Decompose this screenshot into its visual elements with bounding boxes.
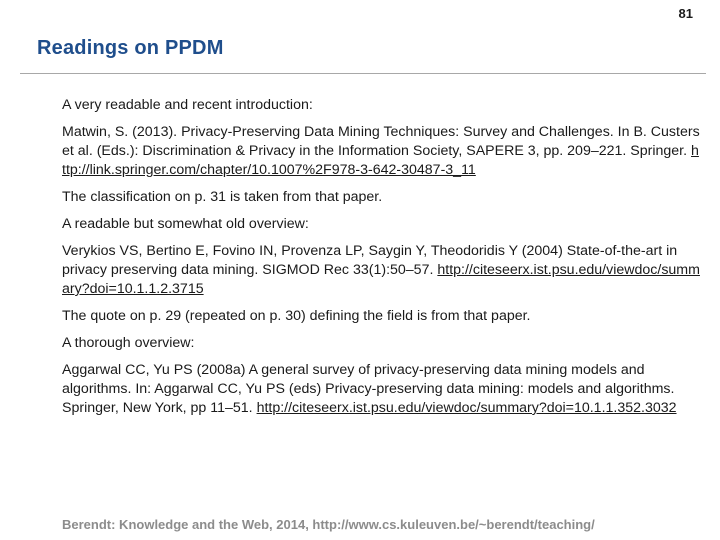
reading-2-note: The quote on p. 29 (repeated on p. 30) defining the field is from that paper. bbox=[62, 308, 531, 324]
title-divider bbox=[20, 73, 706, 74]
reading-3-citation: Aggarwal CC, Yu PS (2008a) A general survey of privacy-preserving data mining models and algorithms. In: Aggarwal CC, Yu PS (eds) Privacy-preserving data mining: models and algorithms. Springer, New York, pp 11–51. bbox=[62, 362, 675, 416]
reading-2-link[interactable]: http://citeseerx.ist.psu.edu/viewdoc/summary?doi=10.1.1.2.3715 bbox=[62, 262, 700, 297]
slide-number: 81 bbox=[678, 6, 693, 21]
reading-1-reference bbox=[62, 123, 702, 180]
reading-2-citation: Verykios VS, Bertino E, Fovino IN, Provenza LP, Saygin Y, Theodoridis Y (2004) State-of-the-art in privacy preserving data mining. SIGMOD Rec 33(1):50–57. bbox=[62, 243, 678, 278]
reading-1-note: The classification on p. 31 is taken from that paper. bbox=[62, 189, 383, 205]
reading-1-citation: Matwin, S. (2013). Privacy-Preserving Data Mining Techniques: Survey and Challenges. In B. Custers et al. (Eds.): Discrimination & Privacy in the Information Society, SAPERE 3, pp. 209–221. Springer. bbox=[62, 124, 700, 159]
reading-3-reference bbox=[62, 361, 702, 418]
slide-title: Readings on PPDM bbox=[37, 37, 224, 59]
reading-2-reference bbox=[62, 242, 702, 299]
reading-1-link[interactable]: http://link.springer.com/chapter/10.1007%2F978-3-642-30487-3_11 bbox=[62, 143, 699, 178]
readings-list bbox=[62, 96, 702, 426]
reading-3-link[interactable]: http://citeseerx.ist.psu.edu/viewdoc/summary?doi=10.1.1.352.3032 bbox=[256, 400, 677, 416]
reading-2-intro: A readable but somewhat old overview: bbox=[62, 216, 309, 232]
reading-3-intro: A thorough overview: bbox=[62, 335, 195, 351]
reading-1-intro: A very readable and recent introduction: bbox=[62, 97, 313, 113]
footer-text: Berendt: Knowledge and the Web, 2014, http://www.cs.kuleuven.be/~berendt/teaching/ bbox=[62, 517, 595, 532]
